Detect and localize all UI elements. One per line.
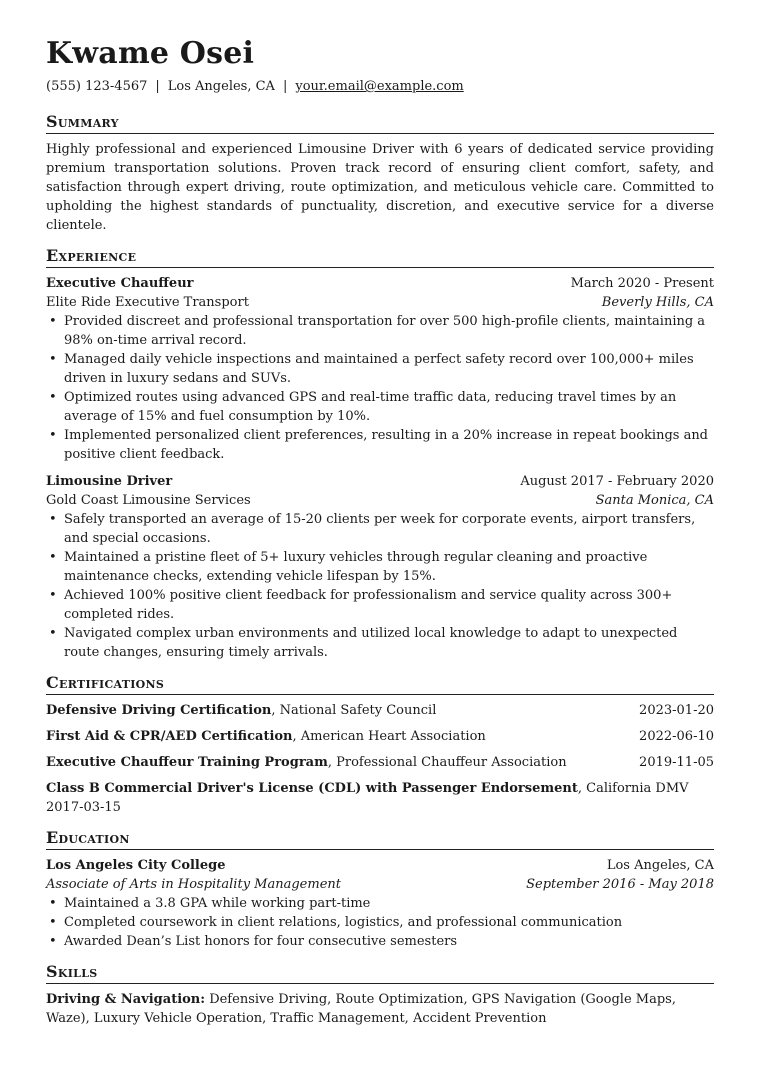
job-dates: August 2017 - February 2020 [520, 474, 714, 489]
school-name: Los Angeles City College [46, 858, 226, 873]
certification-name: Defensive Driving Certification [46, 703, 272, 718]
job-bullets [46, 312, 714, 464]
location-text: Los Angeles, CA [167, 79, 275, 94]
job-company: Elite Ride Executive Transport [46, 295, 249, 310]
job-role: Executive Chauffeur [46, 276, 194, 291]
certifications-section [46, 673, 714, 817]
section-title-certifications: Certifications [46, 673, 714, 695]
certification-issuer: , Professional Chauffeur Association [327, 755, 567, 770]
contact-separator: | [155, 79, 160, 94]
summary-section [46, 112, 714, 235]
certification-issuer: , American Heart Association [292, 729, 486, 744]
certification-issuer: , National Safety Council [271, 703, 437, 718]
job-entry [46, 274, 714, 464]
certification-item [46, 779, 714, 817]
certification-name: Executive Chauffeur Training Program [46, 755, 328, 770]
education-dates: September 2016 - May 2018 [526, 877, 714, 892]
resume-page [46, 36, 714, 1028]
education-entry [46, 856, 714, 951]
list-item: • Completed coursework in client relations, logistics, and professional communication [46, 913, 714, 932]
certification-date: 2017-03-15 [46, 800, 121, 815]
certification-date: 2022-06-10 [639, 729, 714, 744]
email-link[interactable]: your.email@example.com [295, 79, 464, 94]
section-title-education: Education [46, 828, 714, 850]
list-item: • Provided discreet and professional transportation for over 500 high-profile clients, maintaining a 98% on-time arrival record. [46, 312, 714, 350]
section-title-summary: Summary [46, 112, 714, 134]
list-item: • Navigated complex urban environments and utilized local knowledge to adapt to unexpected route changes, ensuring timely arrivals. [46, 624, 714, 662]
certification-item [46, 727, 714, 746]
summary-text: Highly professional and experienced Limousine Driver with 6 years of dedicated service providing premium transportation solutions. Proven track record of ensuring client comfort, safety, and satisfaction through expert driving, route optimization, and meticulous vehicle care. Committed to upholding the highest standards of punctuality, discretion, and executive service for a diverse clientele. [46, 142, 714, 233]
list-item: • Maintained a pristine fleet of 5+ luxury vehicles through regular cleaning and proactive maintenance checks, extending vehicle lifespan by 15%. [46, 548, 714, 586]
skills-section [46, 962, 714, 1028]
skills-label: Driving & Navigation: [46, 992, 206, 1007]
education-bullets [46, 894, 714, 951]
list-item: • Maintained a 3.8 GPA while working part-time [46, 894, 714, 913]
certification-list [46, 701, 714, 772]
candidate-name: Kwame Osei [46, 36, 255, 71]
job-location: Beverly Hills, CA [601, 295, 714, 310]
certification-name: First Aid & CPR/AED Certification [46, 729, 293, 744]
school-location: Los Angeles, CA [606, 858, 714, 873]
list-item: • Implemented personalized client preferences, resulting in a 20% increase in repeat bookings and positive client feedback. [46, 426, 714, 464]
job-bullets [46, 510, 714, 662]
certification-date: 2023-01-20 [639, 703, 714, 718]
certification-item [46, 701, 714, 720]
section-title-experience: Experience [46, 246, 714, 268]
experience-section [46, 246, 714, 662]
job-location: Santa Monica, CA [595, 493, 714, 508]
list-item: • Optimized routes using advanced GPS and real-time traffic data, reducing travel times by an average of 15% and fuel consumption by 10%. [46, 388, 714, 426]
job-company: Gold Coast Limousine Services [46, 493, 251, 508]
education-section [46, 828, 714, 951]
section-title-skills: Skills [46, 962, 714, 984]
job-entry [46, 472, 714, 662]
certification-date: 2019-11-05 [639, 755, 714, 770]
phone-number: (555) 123-4567 [46, 79, 148, 94]
degree-name: Associate of Arts in Hospitality Management [46, 877, 341, 892]
list-item: • Awarded Dean’s List honors for four consecutive semesters [46, 932, 714, 951]
job-dates: March 2020 - Present [570, 276, 714, 291]
contact-separator: | [282, 79, 288, 94]
skills-list: Defensive Driving, Route Optimization, GPS Navigation (Google Maps, Waze), Luxury Vehicle Operation, Traffic Management, Accident Prevention [46, 992, 676, 1026]
contact-line [46, 78, 714, 96]
certification-name: Class B Commercial Driver's License (CDL) with Passenger Endorsement [46, 781, 578, 796]
list-item: • Safely transported an average of 15-20 clients per week for corporate events, airport transfers, and special occasions. [46, 510, 714, 548]
job-role: Limousine Driver [46, 474, 173, 489]
certification-issuer: , California DMV [577, 781, 689, 796]
skills-text [46, 990, 714, 1028]
list-item: • Achieved 100% positive client feedback for professionalism and service quality across 300+ completed rides. [46, 586, 714, 624]
list-item: • Managed daily vehicle inspections and maintained a perfect safety record over 100,000+ miles driven in luxury sedans and SUVs. [46, 350, 714, 388]
certification-item [46, 753, 714, 772]
